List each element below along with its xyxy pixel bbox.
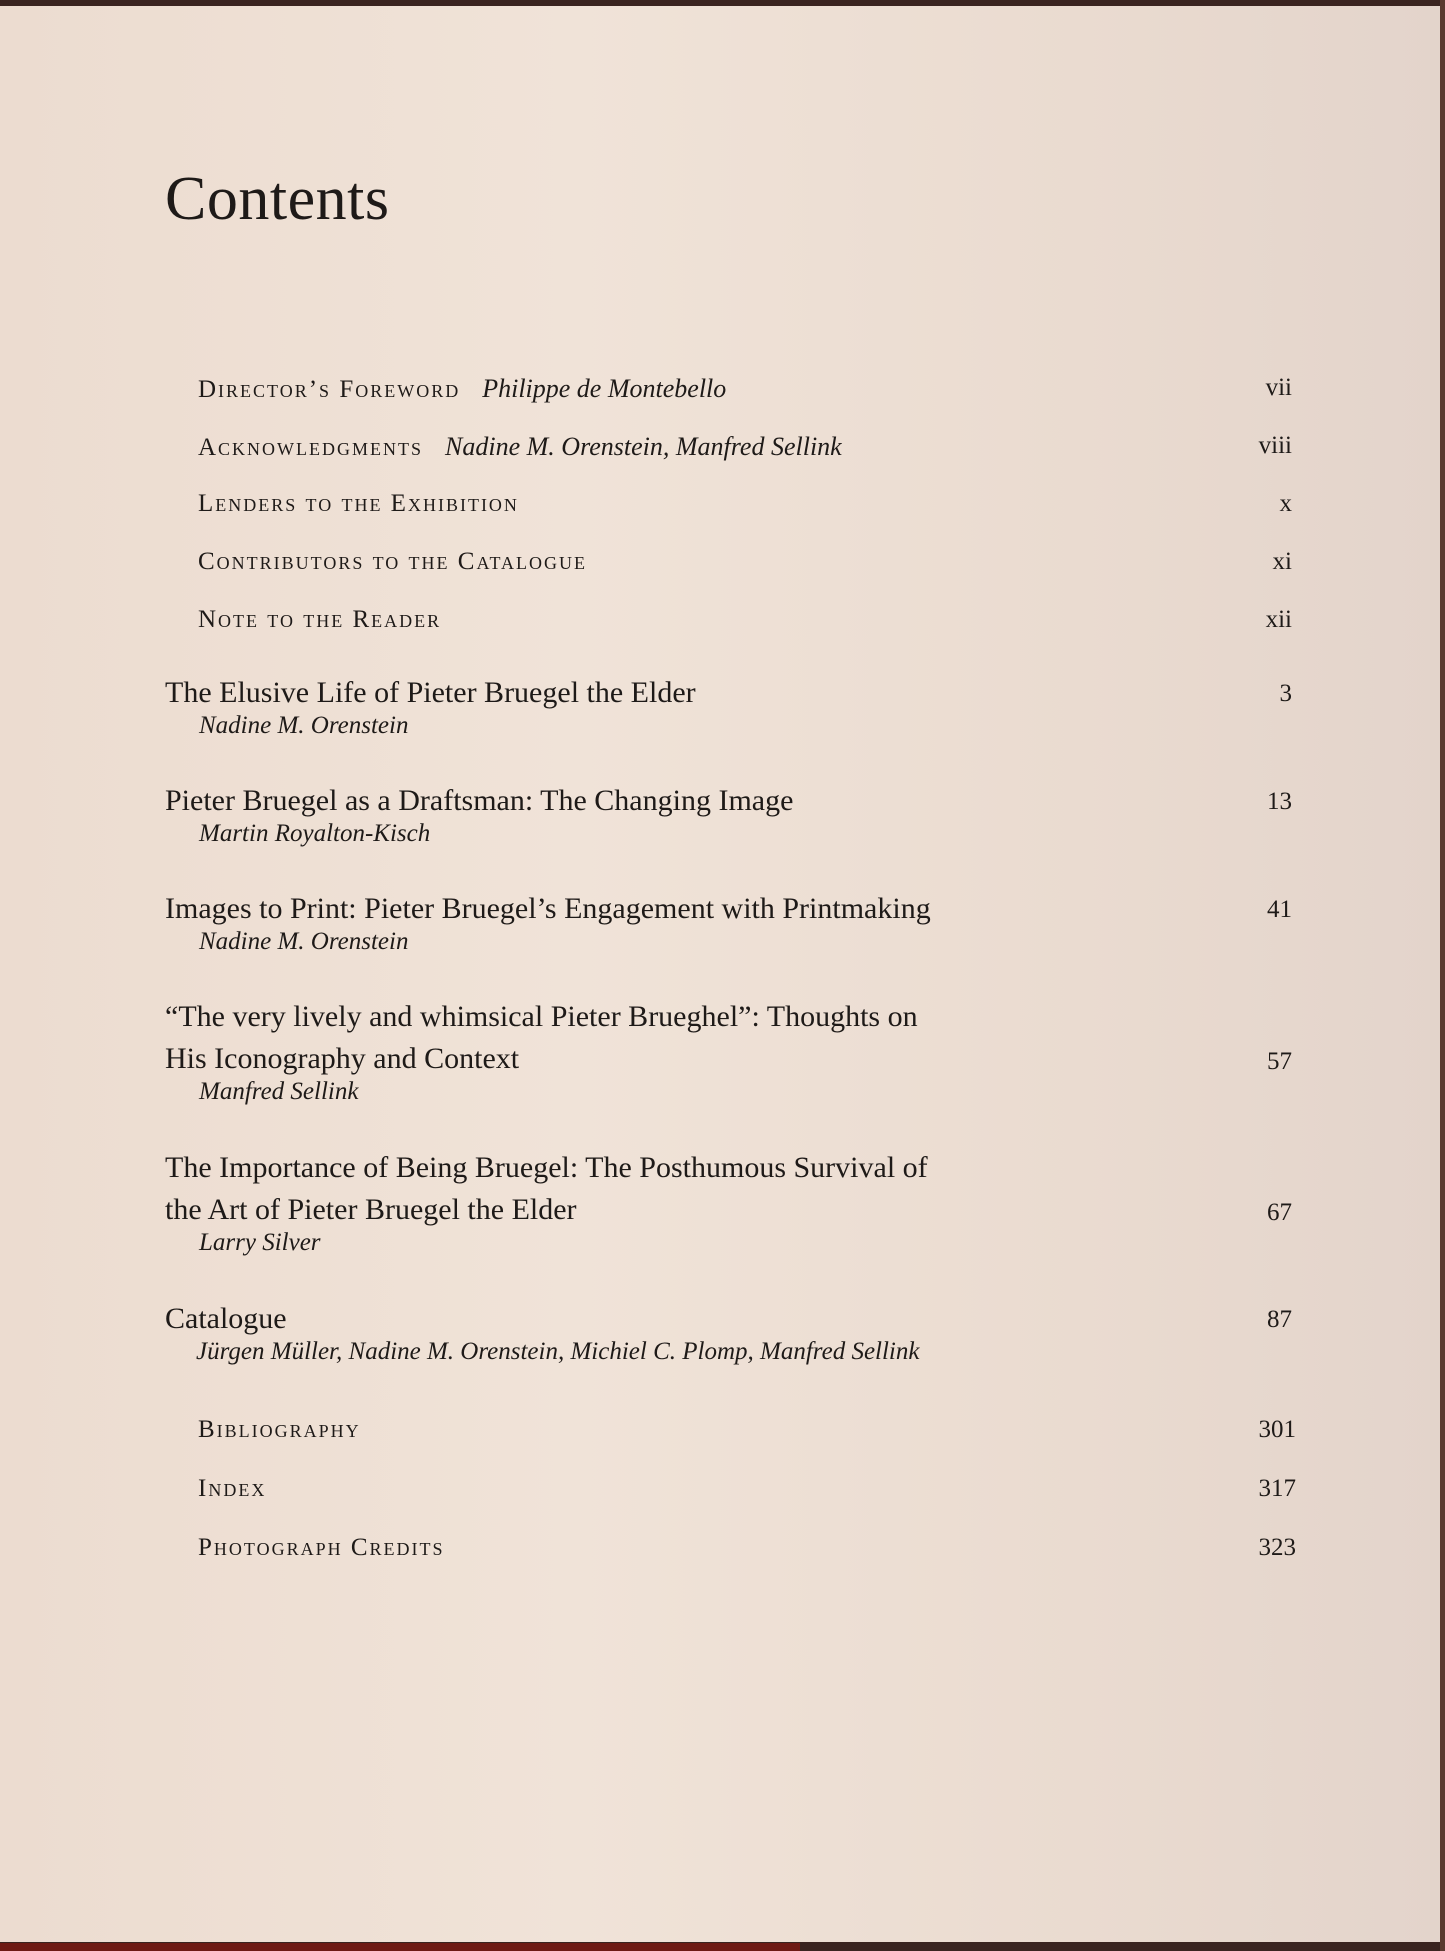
page-number: viii (1258, 432, 1292, 459)
page-number: 57 (1267, 1048, 1292, 1075)
book-cover-edge (0, 1943, 800, 1951)
entry-label: Note to the Reader (198, 606, 442, 633)
essay-title-line-2: the Art of Pieter Bruegel the Elder (165, 1193, 577, 1226)
entry-label: Contributors to the Catalogue (198, 548, 587, 575)
page-number: 317 (1258, 1475, 1296, 1502)
essay-title-line-2: His Iconography and Context (165, 1042, 520, 1075)
page-number: 3 (1279, 680, 1292, 707)
essay-author: Manfred Sellink (199, 1078, 359, 1105)
book-page (0, 6, 1440, 1942)
essay-author: Jürgen Müller, Nadine M. Orenstein, Michiel C. Plomp, Manfred Sellink (196, 1338, 920, 1365)
essay-author: Nadine M. Orenstein (199, 712, 409, 739)
page-number: xii (1265, 606, 1292, 633)
page-edge (1440, 0, 1445, 1951)
essay-title-line-1: The Importance of Being Bruegel: The Posthumous Survival of (165, 1151, 928, 1184)
page-number: x (1279, 490, 1292, 517)
entry-author: Nadine M. Orenstein, Manfred Sellink (445, 432, 842, 461)
entry-label: Lenders to the Exhibition (198, 490, 519, 517)
essay-author: Nadine M. Orenstein (199, 928, 409, 955)
essay-title: The Elusive Life of Pieter Bruegel the Elder (165, 676, 696, 709)
entry-label: Director’s Foreword (198, 376, 461, 403)
essay-author: Larry Silver (199, 1229, 321, 1256)
page-number: vii (1265, 374, 1292, 401)
page-number: 67 (1267, 1199, 1292, 1226)
page-title: Contents (165, 165, 390, 233)
page-number: 301 (1258, 1416, 1296, 1443)
essay-author: Martin Royalton-Kisch (199, 820, 431, 847)
entry-label: Photograph Credits (198, 1534, 445, 1561)
essay-title: Pieter Bruegel as a Draftsman: The Changing Image (165, 784, 794, 817)
entry-author: Philippe de Montebello (482, 374, 727, 403)
page-number: 13 (1267, 788, 1292, 815)
entry-label: Bibliography (198, 1416, 361, 1443)
page-number: 323 (1258, 1534, 1296, 1561)
page-number: xi (1272, 548, 1292, 575)
entry-label: Index (198, 1475, 267, 1502)
entry-label: Acknowledgments (198, 434, 424, 461)
page-number: 87 (1267, 1306, 1292, 1333)
essay-title: Catalogue (165, 1302, 287, 1335)
essay-title: Images to Print: Pieter Bruegel’s Engagement with Printmaking (165, 892, 931, 925)
page-number: 41 (1267, 896, 1292, 923)
essay-title-line-1: “The very lively and whimsical Pieter Brueghel”: Thoughts on (165, 1000, 918, 1033)
